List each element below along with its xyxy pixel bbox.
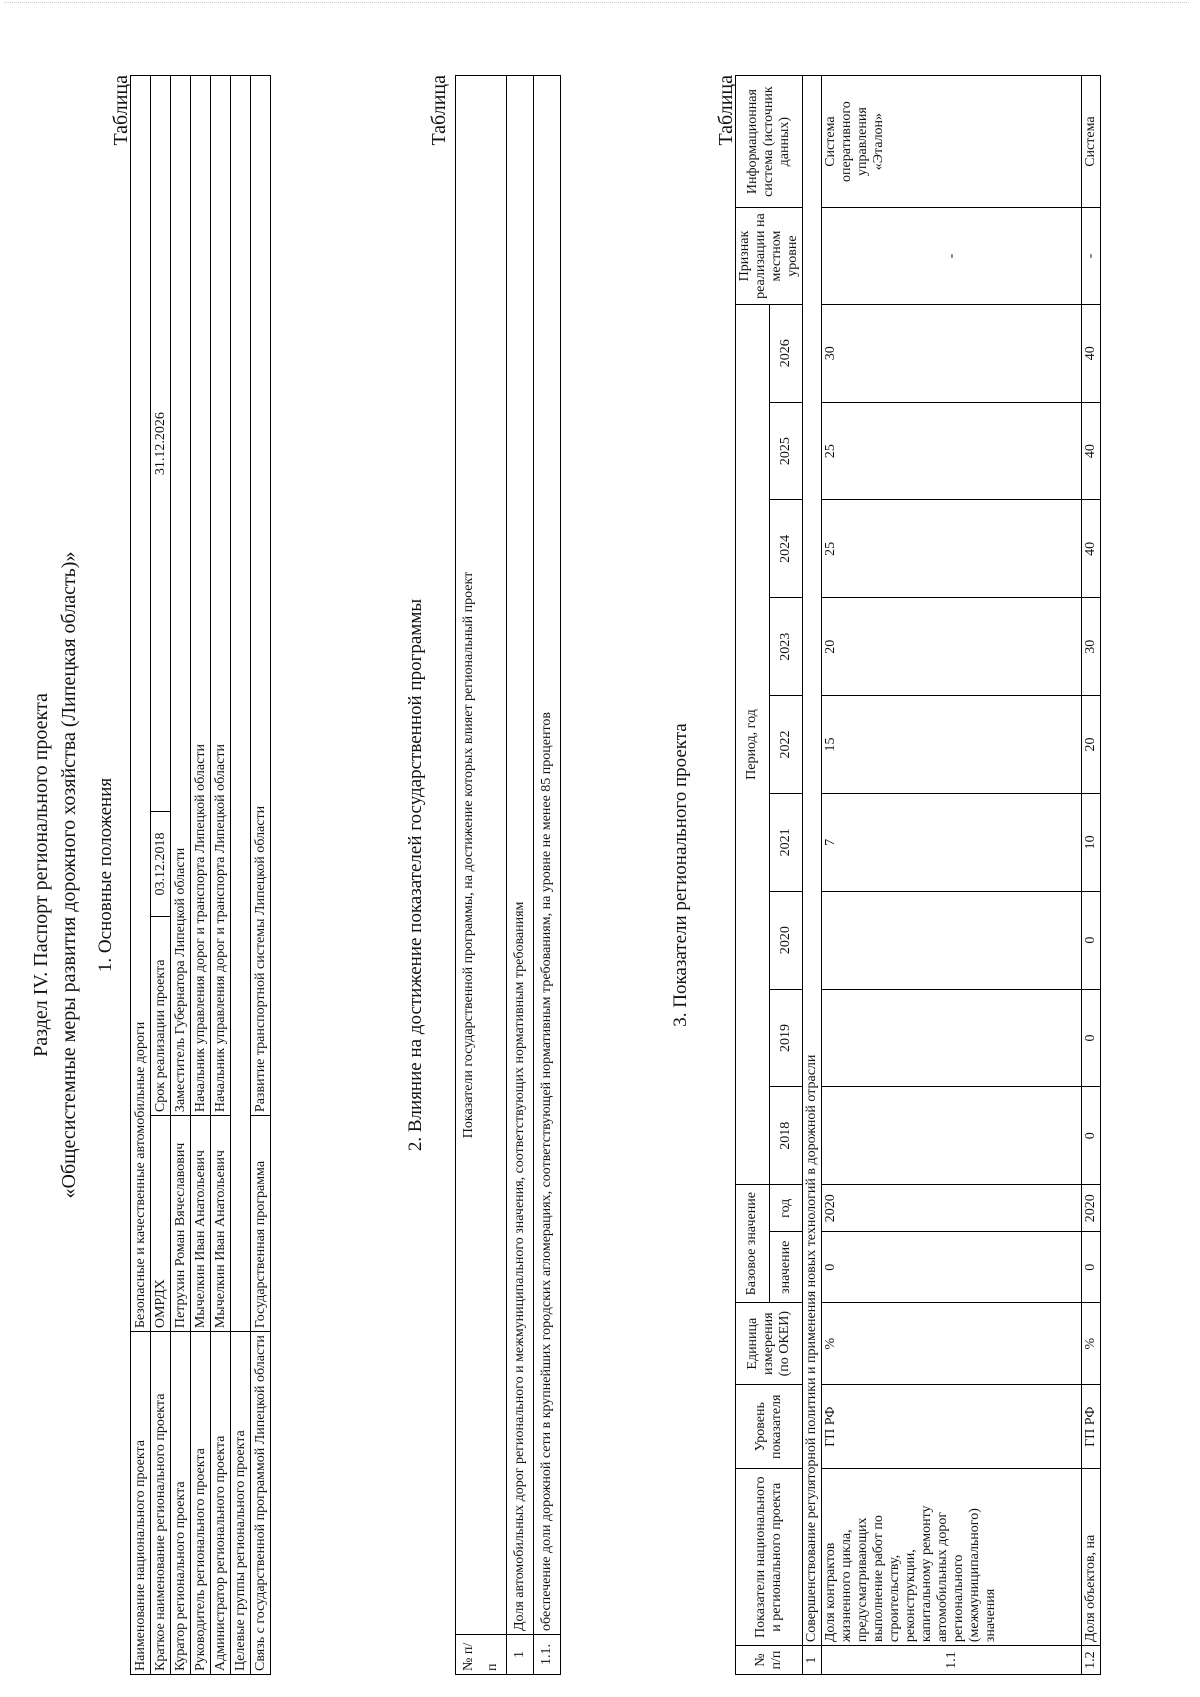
year-header: 2022 bbox=[769, 696, 803, 794]
table-row bbox=[1082, 76, 1101, 1675]
row-label: Целевые группы регионального проекта bbox=[231, 1332, 251, 1675]
year-header: 2025 bbox=[769, 402, 803, 500]
year-value: 7 bbox=[822, 793, 1082, 891]
year-value: 20 bbox=[1082, 696, 1101, 794]
row-value: Государственная программа bbox=[251, 1116, 271, 1332]
section1-heading: 1. Основные положения bbox=[95, 777, 116, 973]
base-value: 0 bbox=[822, 1232, 1082, 1303]
gp-indicators-table bbox=[455, 75, 561, 1675]
project-indicators-table bbox=[735, 75, 1101, 1675]
column-header: Показатели национального и регионального проекта bbox=[736, 1469, 803, 1646]
column-header: № п/п bbox=[736, 1646, 803, 1675]
column-header: год bbox=[769, 1185, 803, 1232]
table-header-row bbox=[736, 76, 770, 1675]
year-value: 25 bbox=[822, 402, 1082, 500]
column-header: Базовое значение bbox=[736, 1185, 770, 1303]
section3-heading: 3. Показатели регионального проекта bbox=[670, 723, 691, 1027]
group-title: Совершенствование регуляторной политики и применения новых технологий в дорожной отрасли bbox=[803, 76, 822, 1646]
year-value: 20 bbox=[822, 598, 1082, 696]
table-row bbox=[211, 76, 231, 1675]
year-header: 2019 bbox=[769, 989, 803, 1087]
row-number: 1 bbox=[507, 1635, 534, 1675]
row-number: 1.1 bbox=[822, 1646, 1082, 1675]
row-label: Руководитель регионального проекта bbox=[191, 1332, 211, 1675]
year-value: 30 bbox=[1082, 598, 1101, 696]
row-value: Безопасные и качественные автомобильные дороги bbox=[131, 76, 151, 1332]
row-label: Наименование национального проекта bbox=[131, 1332, 151, 1675]
year-value bbox=[822, 989, 1082, 1087]
row-label: Администратор регионального проекта bbox=[211, 1332, 231, 1675]
scan-top-border bbox=[4, 2, 1189, 3]
year-header: 2026 bbox=[769, 304, 803, 402]
year-header: 2018 bbox=[769, 1087, 803, 1185]
year-value: 15 bbox=[822, 696, 1082, 794]
row-role: Развитие транспортной системы Липецкой области bbox=[251, 76, 271, 1116]
base-year: 2020 bbox=[822, 1185, 1082, 1232]
table-row bbox=[191, 76, 211, 1675]
row-value: Петрухин Роман Вячеславович bbox=[171, 1116, 191, 1332]
local-flag: - bbox=[1082, 208, 1101, 305]
group-row bbox=[803, 76, 822, 1675]
row-value: Мычелкин Иван Анатольевич bbox=[191, 1116, 211, 1332]
section3-table-label: Таблица bbox=[715, 75, 737, 146]
year-value: 40 bbox=[1082, 500, 1101, 598]
info-system: Система bbox=[1082, 76, 1101, 208]
year-value: 40 bbox=[1082, 304, 1101, 402]
column-header: Уровень показателя bbox=[736, 1385, 803, 1469]
year-value: 30 bbox=[822, 304, 1082, 402]
table-row bbox=[534, 76, 561, 1675]
year-header: 2021 bbox=[769, 793, 803, 891]
year-value: 0 bbox=[1082, 1087, 1101, 1185]
base-value: 0 bbox=[1082, 1232, 1101, 1303]
year-header: 2023 bbox=[769, 598, 803, 696]
column-header: Информационная система (источник данных) bbox=[736, 76, 803, 208]
table-row bbox=[151, 76, 171, 1675]
column-header: значение bbox=[769, 1232, 803, 1303]
indicator-level: ГП РФ bbox=[822, 1385, 1082, 1469]
row-number: 1.1. bbox=[534, 1635, 561, 1675]
year-header: 2020 bbox=[769, 891, 803, 989]
row-value: ОМРДХ bbox=[151, 1116, 171, 1332]
indicator-unit: % bbox=[1082, 1303, 1101, 1385]
local-flag: - bbox=[822, 208, 1082, 305]
column-header: Показатели государственной программы, на достижение которых влияет региональный проект bbox=[456, 76, 507, 1635]
year-value: 0 bbox=[1082, 989, 1101, 1087]
indicator-level: ГП РФ bbox=[1082, 1385, 1101, 1469]
info-system: Система оперативного управления «Эталон» bbox=[822, 76, 1082, 208]
table-row bbox=[251, 76, 271, 1675]
year-value bbox=[822, 1087, 1082, 1185]
project-title: «Общесистемные меры развития дорожного хозяйства (Липецкая область)» bbox=[58, 551, 80, 1199]
column-header: Признак реализации на местном уровне bbox=[736, 208, 803, 305]
section2-table-label: Таблица bbox=[428, 75, 450, 146]
indicator-name: Доля объектов, на bbox=[1082, 1469, 1101, 1646]
row-text: обеспечение доли дорожной сети в крупнейших городских агломерациях, соответствующей нормативным требованиям, на уровне не менее 85 процентов bbox=[534, 76, 561, 1635]
column-header: Период, год bbox=[736, 304, 770, 1184]
term-end: 31.12.2026 bbox=[151, 76, 171, 812]
year-value: 40 bbox=[1082, 402, 1101, 500]
indicator-name: Доля контрактов жизненного цикла, предусматривающих выполнение работ по строительству, реконструкции, капитальному ремонту автомобильных дорог регионального (межмуниципального) значения bbox=[822, 1469, 1082, 1646]
year-value: 10 bbox=[1082, 793, 1101, 891]
table-row bbox=[822, 76, 1082, 1675]
row-value: Мычелкин Иван Анатольевич bbox=[211, 1116, 231, 1332]
row-role: Начальник управления дорог и транспорта Липецкой области bbox=[191, 76, 211, 1116]
row-label: Краткое наименование регионального проекта bbox=[151, 1332, 171, 1675]
row-role: Заместитель Губернатора Липецкой области bbox=[171, 76, 191, 1116]
year-value: 25 bbox=[822, 500, 1082, 598]
year-header: 2024 bbox=[769, 500, 803, 598]
year-value bbox=[822, 891, 1082, 989]
section-title: Раздел IV. Паспорт регионального проекта bbox=[30, 693, 52, 1057]
term-start: 03.12.2018 bbox=[151, 812, 171, 917]
group-number: 1 bbox=[803, 1646, 822, 1675]
section1-table-label: Таблица bbox=[110, 75, 132, 146]
year-value: 0 bbox=[1082, 891, 1101, 989]
table-row bbox=[171, 76, 191, 1675]
term-label: Срок реализации проекта bbox=[151, 916, 171, 1115]
row-label: Куратор регионального проекта bbox=[171, 1332, 191, 1675]
table-header-row bbox=[456, 76, 507, 1675]
rotated-page bbox=[30, 55, 1140, 1675]
basic-info-table bbox=[130, 75, 271, 1675]
table-row bbox=[231, 76, 251, 1675]
column-header: № п/п bbox=[456, 1635, 507, 1675]
row-label: Связь с государственной программой Липецкой области bbox=[251, 1332, 271, 1675]
row-number: 1.2 bbox=[1082, 1646, 1101, 1675]
section2-heading: 2. Влияние на достижение показателей государственной программы bbox=[405, 598, 426, 1152]
row-text: Доля автомобильных дорог регионального и межмуниципального значения, соответствующих нормативным требованиям bbox=[507, 76, 534, 1635]
indicator-unit: % bbox=[822, 1303, 1082, 1385]
table-row bbox=[131, 76, 151, 1675]
row-role: Начальник управления дорог и транспорта Липецкой области bbox=[211, 76, 231, 1116]
table-row bbox=[507, 76, 534, 1675]
column-header: Единица измерения (по ОКЕИ) bbox=[736, 1303, 803, 1385]
base-year: 2020 bbox=[1082, 1185, 1101, 1232]
row-value bbox=[231, 76, 251, 1332]
